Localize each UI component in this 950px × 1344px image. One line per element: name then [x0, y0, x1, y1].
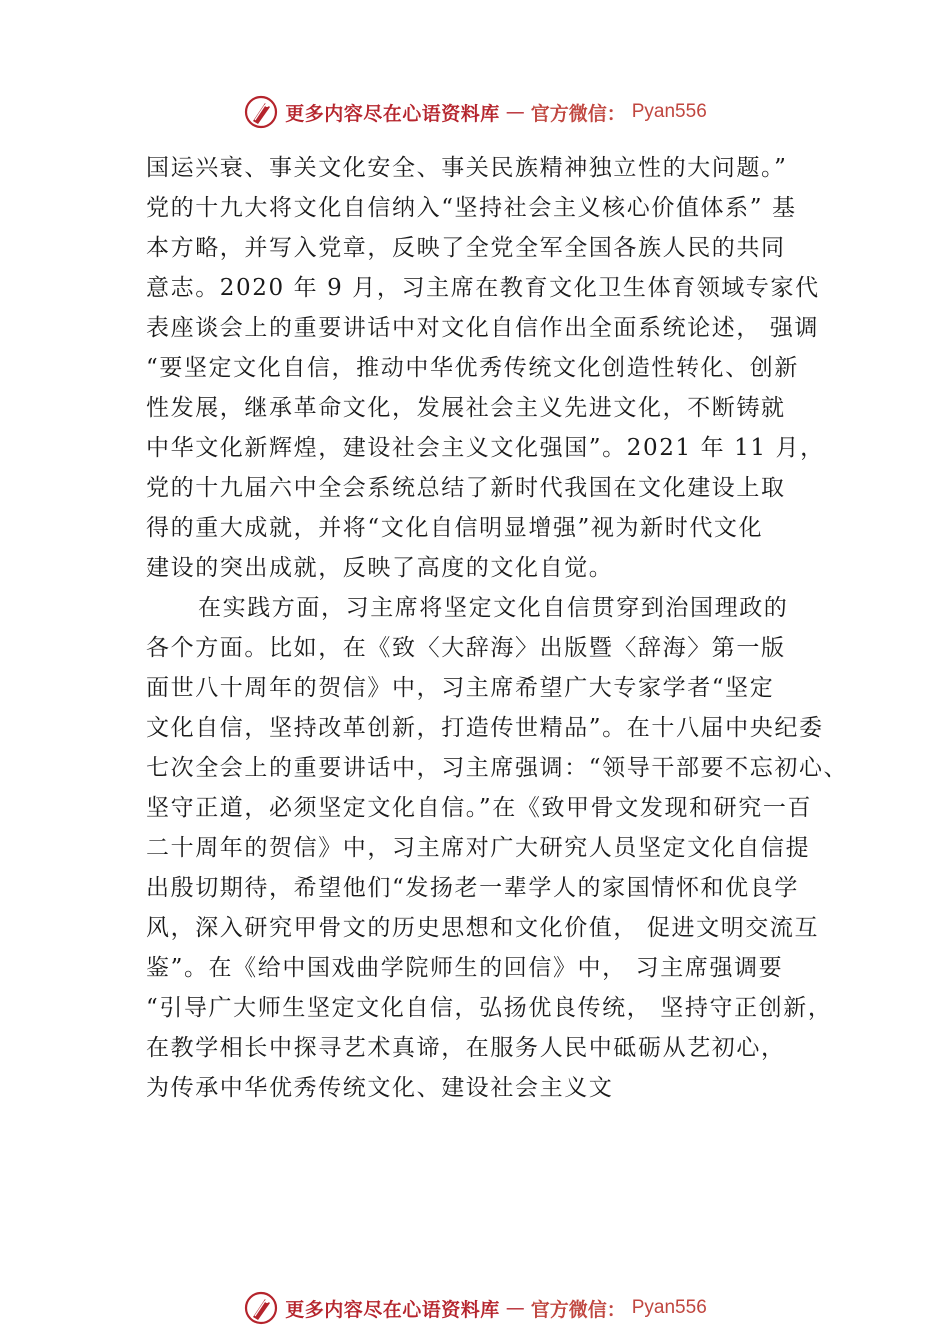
body-line: 出殷切期待，希望他们“发扬老一辈学人的家国情怀和优良学: [146, 875, 799, 901]
pen-nib-logo-icon: [243, 94, 279, 130]
body-line: 风，深入研究甲骨文的历史思想和文化价值， 促进文明交流互: [146, 915, 820, 941]
body-line: 得的重大成就，并将“文化自信明显增强”视为新时代文化: [146, 515, 764, 541]
pen-nib-logo-icon: [243, 1290, 279, 1326]
footer-banner: [0, 1290, 950, 1326]
body-line: 二十周年的贺信》中，习主席对广大研究人员坚定文化自信提: [146, 835, 811, 861]
header-wechat-label: 官方微信：: [530, 102, 626, 125]
body-line: “引导广大师生坚定文化自信，弘扬优良传统， 坚持守正创新，: [146, 995, 833, 1021]
body-line: 中华文化新辉煌，建设社会主义文化强国”。2021 年 11 月，: [146, 435, 825, 461]
body-line: 为传承中华优秀传统文化、建设社会主义文: [146, 1075, 614, 1101]
body-line: 在教学相长中探寻艺术真谛，在服务人民中砥砺从艺初心，: [146, 1035, 786, 1061]
body-line: 鉴”。在《给中国戏曲学院师生的回信》中， 习主席强调要: [146, 955, 784, 981]
header-banner: [0, 94, 950, 130]
body-line: 本方略，并写入党章，反映了全党全军全国各族人民的共同: [146, 235, 786, 261]
body-line: 意志。2020 年 9 月，习主席在教育文化卫生体育领域专家代: [146, 275, 820, 301]
document-body: [146, 148, 849, 1108]
body-line-paragraph-start: 在实践方面，习主席将坚定文化自信贯穿到治国理政的: [198, 595, 789, 621]
body-line: 文化自信，坚持改革创新，打造传世精品”。在十八届中央纪委: [146, 715, 824, 741]
header-site-text: 更多内容尽在心语资料库: [285, 102, 500, 125]
body-line: 党的十九大将文化自信纳入“坚持社会主义核心价值体系” 基: [146, 195, 797, 221]
header-separator: —: [505, 101, 525, 123]
body-line: 表座谈会上的重要讲话中对文化自信作出全面系统论述， 强调: [146, 315, 820, 341]
body-line: 面世八十周年的贺信》中，习主席希望广大专家学者“坚定: [146, 675, 775, 701]
body-line: 党的十九届六中全会系统总结了新时代我国在文化建设上取: [146, 475, 786, 501]
body-line: 各个方面。比如，在《致〈大辞海〉出版暨〈辞海〉第一版: [146, 635, 786, 661]
body-line: 建设的突出成就，反映了高度的文化自觉。: [146, 555, 614, 581]
body-line: 坚守正道，必须坚定文化自信。”在《致甲骨文发现和研究一百: [146, 795, 813, 821]
footer-site-text: 更多内容尽在心语资料库: [285, 1298, 500, 1321]
body-line: “要坚定文化自信，推动中华优秀传统文化创造性转化、创新: [146, 355, 799, 381]
body-line: 性发展，继承革命文化，发展社会主义先进文化，不断铸就: [146, 395, 786, 421]
header-wechat-id: Pyan556: [631, 101, 707, 122]
body-line: 七次全会上的重要讲话中，习主席强调：“领导干部要不忘初心、: [146, 755, 849, 781]
footer-wechat-id: Pyan556: [631, 1297, 707, 1318]
footer-separator: —: [505, 1297, 525, 1319]
footer-wechat-label: 官方微信：: [530, 1298, 626, 1321]
body-line: 国运兴衰、事关文化安全、事关民族精神独立性的大问题。”: [146, 155, 788, 181]
